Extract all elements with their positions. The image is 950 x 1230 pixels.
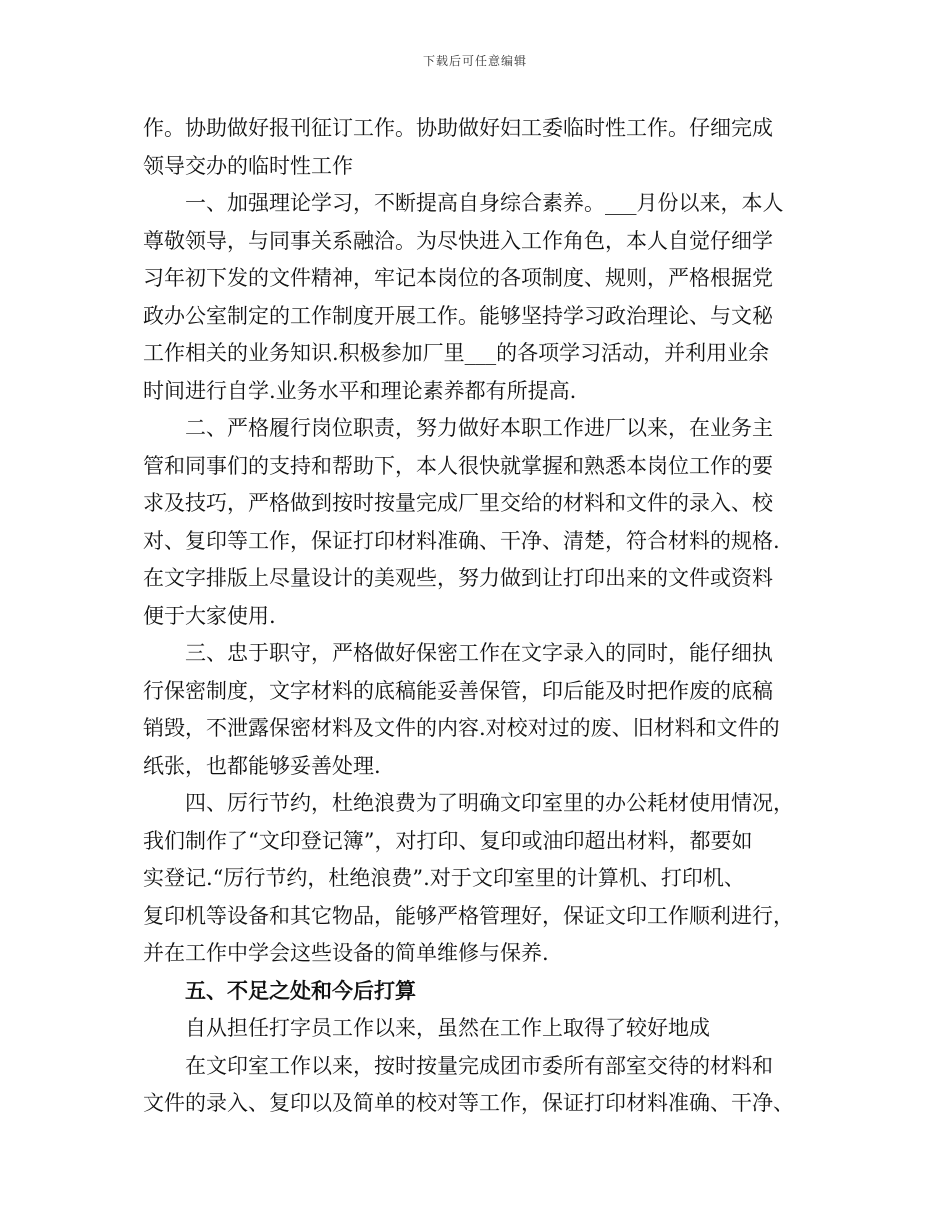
- body-line: 复印机等设备和其它物品，能够严格管理好，保证文印工作顺利进行，: [143, 903, 794, 928]
- body-line: 文件的录入、复印以及简单的校对等工作，保证打印材料准确、干净、: [143, 1091, 794, 1115]
- body-line: 自从担任打字员工作以来，虽然在工作上取得了较好地成: [185, 1016, 710, 1040]
- body-line: 求及技巧，严格做到按时按量完成厂里交给的材料和文件的录入、校: [143, 491, 773, 515]
- body-line: 习年初下发的文件精神，牢记本岗位的各项制度、规则，严格根据党: [143, 266, 773, 290]
- section-4-first-line: 四、厉行节约，杜绝浪费为了明确文印室里的办公耗材使用情况，: [185, 791, 794, 815]
- body-line: 政办公室制定的工作制度开展工作。能够坚持学习政治理论、与文秘: [143, 303, 773, 328]
- body-line: 对、复印等工作，保证打印材料准确、干净、清楚，符合材料的规格.: [143, 528, 780, 553]
- body-line: 并在工作中学会这些设备的简单维修与保养.: [143, 941, 549, 965]
- body-line: 尊敬领导，与同事关系融洽。为尽快进入工作角色，本人自觉仔细学: [143, 228, 773, 253]
- body-line: 管和同事们的支持和帮助下，本人很快就掌握和熟悉本岗位工作的要: [143, 453, 773, 478]
- section-3-first-line: 三、忠于职守，严格做好保密工作在文字录入的同时，能仔细执: [185, 641, 773, 665]
- body-line: 时间进行自学.业务水平和理论素养都有所提高.: [143, 378, 577, 403]
- body-line: 在文印室工作以来，按时按量完成团市委所有部室交待的材料和: [185, 1053, 773, 1078]
- section-1-first-line: 一、加强理论学习，不断提高自身综合素养。___月份以来，本人: [185, 191, 784, 215]
- body-line: 我们制作了“文印登记簿”，对打印、复印或油印超出材料，都要如: [143, 828, 753, 853]
- body-line: 便于大家使用.: [143, 603, 276, 628]
- page-header: 下载后可任意编辑: [422, 54, 527, 68]
- body-line: 在文字排版上尽量设计的美观些，努力做到让打印出来的文件或资料: [143, 566, 773, 590]
- body-line: 领导交办的临时性工作: [143, 153, 353, 178]
- body-line: 实登记.“厉行节约，杜绝浪费”.对于文印室里的计算机、打印机、: [143, 866, 745, 890]
- body-line: 工作相关的业务知识.积极参加厂里___的各项学习活动，并利用业余: [143, 341, 770, 365]
- section-5-heading: 五、不足之处和今后打算: [185, 978, 416, 1003]
- body-line: 销毁，不泄露保密材料及文件的内容.对校对过的废、旧材料和文件的: [143, 716, 780, 740]
- body-line: 行保密制度，文字材料的底稿能妥善保管，印后能及时把作废的底稿: [143, 678, 773, 703]
- body-line: 作。协助做好报刊征订工作。协助做好妇工委临时性工作。仔细完成: [143, 116, 773, 140]
- section-2-first-line: 二、严格履行岗位职责，努力做好本职工作进厂以来，在业务主: [185, 416, 773, 440]
- body-line: 纸张，也都能够妥善处理.: [143, 753, 381, 778]
- document-body: [143, 110, 823, 1123]
